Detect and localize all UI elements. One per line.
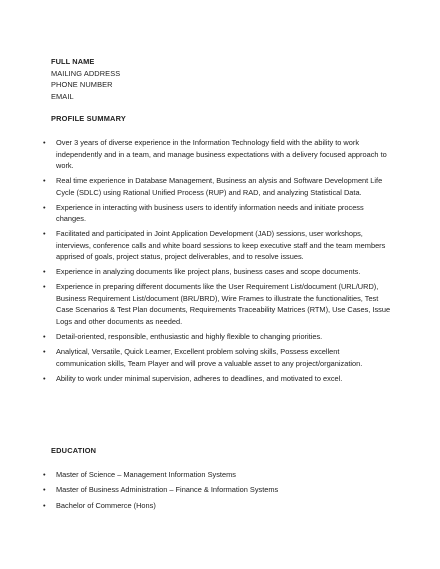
list-item: • Experience in interacting with business users to identify information needs and initiate process changes. [31, 202, 391, 225]
phone-number: PHONE NUMBER [51, 80, 113, 90]
list-item: • Ability to work under minimal supervision, adheres to deadlines, and motivated to excel. [31, 373, 391, 385]
list-item: • Detail-oriented, responsible, enthusiastic and highly flexible to changing priorities. [31, 331, 391, 343]
list-item: • Experience in preparing different documents like the User Requirement List/document (URL/URD), Business Requirement List/document (BRL/BRD), Wire Frames to illustrate the functionalities, Test Case Scenarios & Test Plan documents, Requirements Traceability Matrices (RTM), Use Cases, Issue Logs and other documents as needed. [31, 281, 391, 327]
education-list [31, 469, 391, 515]
list-item: • Master of Science – Management Information Systems [31, 469, 391, 481]
list-item: • Bachelor of Commerce (Hons) [31, 500, 391, 512]
profile-summary-heading: PROFILE SUMMARY [51, 114, 126, 123]
profile-summary-list [31, 137, 391, 388]
full-name: FULL NAME [51, 57, 95, 66]
list-item: • Master of Business Administration – Finance & Information Systems [31, 484, 391, 496]
contact-header [51, 56, 120, 102]
list-item: • Analytical, Versatile, Quick Learner, Excellent problem solving skills, Possess excellent communication skills, Team Player and will prove a valuable asset to any project/organization. [31, 346, 391, 369]
list-item: • Experience in analyzing documents like project plans, business cases and scope documents. [31, 266, 391, 278]
list-item: • Facilitated and participated in Joint Application Development (JAD) sessions, user workshops, interviews, conference calls and white board sessions to keep executive staff and the team members apprised of goals, project status, project deliverables, and to resolve issues. [31, 228, 391, 263]
mailing-address: MAILING ADDRESS [51, 68, 121, 78]
education-heading: EDUCATION [51, 446, 97, 455]
list-item: • Real time experience in Database Management, Business an alysis and Software Development Life Cycle (SDLC) using Rational Unified Process (RUP) and RAD, and analyzing Statistical Data. [31, 175, 391, 198]
email: EMAIL [51, 91, 74, 101]
list-item: • Over 3 years of diverse experience in the Information Technology field with the ability to work independently and in a team, and manage business expectations with a delivery focused approach to work. [31, 137, 391, 172]
